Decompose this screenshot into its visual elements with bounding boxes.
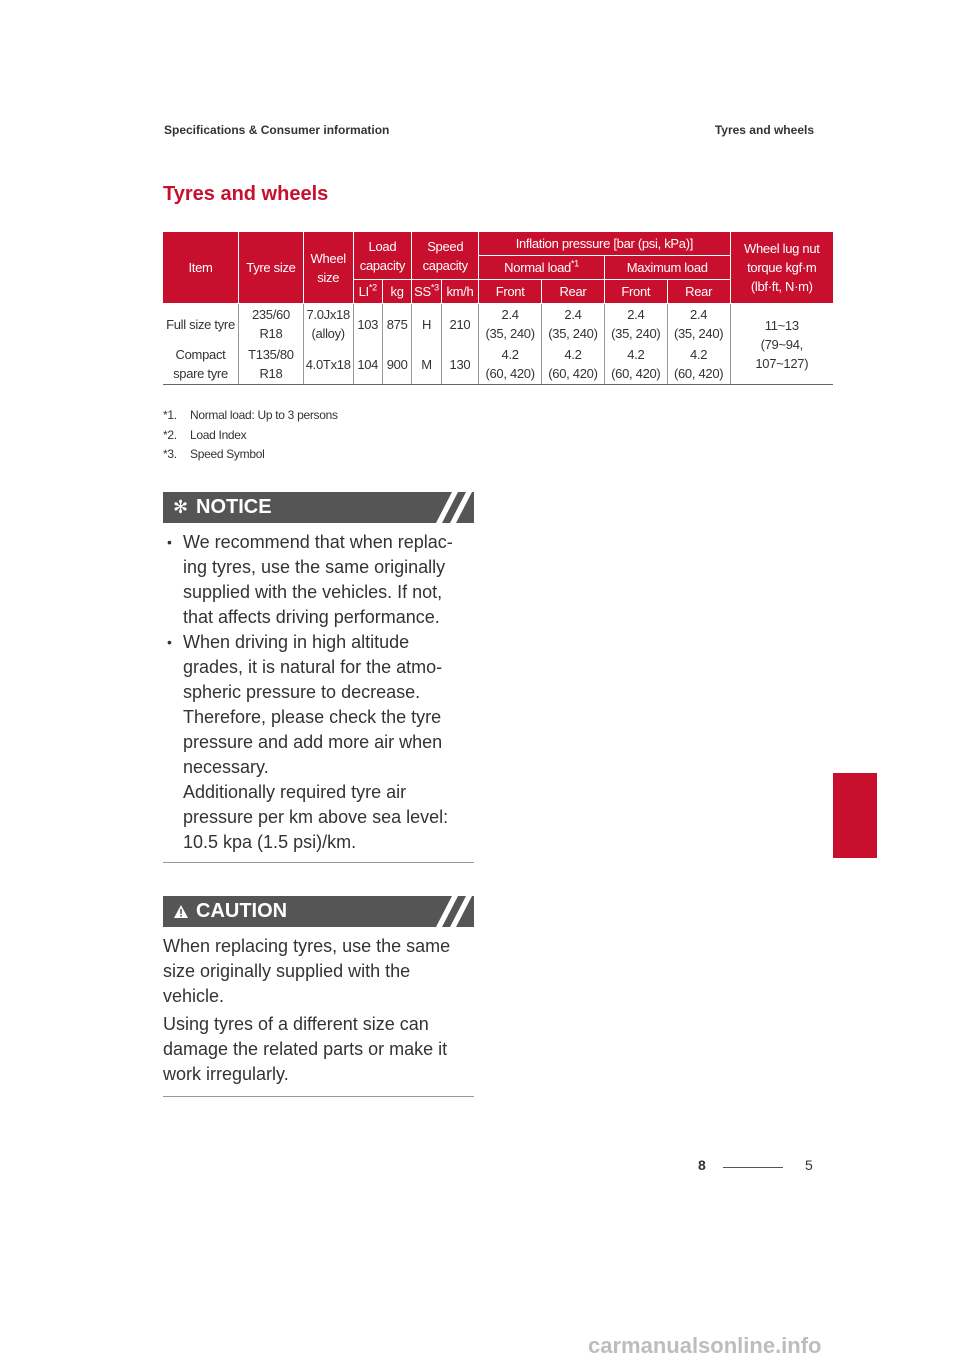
cell-wheel-size: 4.0Tx18: [303, 344, 353, 385]
cell-max-rear: 4.2 (60, 420): [667, 344, 730, 385]
list-item: • When driving in high altitude grades, it is natural for the atmo-spheric pressure to decrease. Therefore, please check the tyre pressure and add more air when necessary. Additionally required tyre air pressure per km above sea level: 10.5 kpa (1.5 psi)/km.: [163, 630, 474, 855]
cell-tyre-size: T135/80 R18: [239, 344, 304, 385]
cell-li: 103: [353, 304, 382, 345]
page-number-divider: [723, 1167, 783, 1168]
header-normal-front: Front: [479, 280, 542, 304]
caution-header: [163, 896, 474, 927]
chapter-side-number: 8: [842, 836, 851, 853]
cell-item: Full size tyre: [163, 304, 239, 345]
cell-kg: 875: [382, 304, 411, 345]
caution-paragraph: When replacing tyres, use the same size originally supplied with the vehicle.: [163, 936, 451, 1006]
notice-header: [163, 492, 474, 523]
tyre-spec-table: [163, 231, 833, 385]
header-max-front: Front: [604, 280, 667, 304]
cell-li: 104: [353, 344, 382, 385]
cell-kmh: 210: [441, 304, 479, 345]
running-header-section: Specifications & Consumer information: [164, 123, 390, 137]
asterisk-icon: ✻: [173, 497, 189, 517]
cell-wheel-size: 7.0Jx18 (alloy): [303, 304, 353, 345]
warning-triangle-icon: [173, 904, 189, 919]
header-ss: SS$^{*3}$: [412, 280, 441, 304]
caution-paragraph: Using tyres of a different size can damage the related parts or make it work irregularly.: [163, 1014, 448, 1084]
cell-tyre-size: 235/60 R18: [239, 304, 304, 345]
header-inflation-pressure: Inflation pressure [bar (psi, kPa)]: [479, 232, 730, 256]
page-chapter-number: 8: [698, 1157, 706, 1173]
header-maximum-load: Maximum load: [604, 256, 730, 280]
header-normal-load: Normal load$^{*1}$: [479, 256, 605, 280]
header-speed-capacity: Speed capacity: [412, 232, 479, 280]
footnote: *3. Speed Symbol: [163, 447, 265, 461]
cell-normal-front: 2.4 (35, 240): [479, 304, 542, 345]
stripes-icon: [424, 896, 474, 927]
stripes-icon: [424, 492, 474, 523]
header-kmh: km/h: [441, 280, 479, 304]
notice-title: NOTICE: [196, 496, 272, 518]
notice-extra-text: Additionally required tyre air pressure per km above sea level: 10.5 kpa (1.5 psi)/km.: [183, 782, 449, 852]
header-kg: kg: [382, 280, 411, 304]
page-number: 5: [805, 1157, 813, 1173]
cell-ss: H: [412, 304, 441, 345]
divider: [163, 862, 474, 863]
cell-max-front: 2.4 (35, 240): [604, 304, 667, 345]
header-item: Item: [163, 232, 239, 304]
cell-max-rear: 2.4 (35, 240): [667, 304, 730, 345]
cell-ss: M: [412, 344, 441, 385]
footnotes: [163, 406, 338, 465]
page-title: Tyres and wheels: [163, 183, 329, 205]
cell-normal-rear: 2.4 (35, 240): [542, 304, 605, 345]
chapter-side-tab: [833, 773, 877, 858]
running-header-topic: Tyres and wheels: [714, 123, 814, 137]
notice-list: [163, 530, 474, 855]
cell-max-front: 4.2 (60, 420): [604, 344, 667, 385]
cell-kg: 900: [382, 344, 411, 385]
caution-body: [163, 934, 474, 1090]
header-tyre-size: Tyre size: [239, 232, 304, 304]
header-max-rear: Rear: [667, 280, 730, 304]
header-li: LI$^{*2}$: [353, 280, 382, 304]
cell-kmh: 130: [441, 344, 479, 385]
header-lug-nut-torque: Wheel lug nut torque kgf·m (lbf·ft, N·m): [730, 232, 833, 304]
cell-normal-front: 4.2 (60, 420): [479, 344, 542, 385]
header-load-capacity: Load capacity: [353, 232, 412, 280]
header-wheel-size: Wheel size: [303, 232, 353, 304]
cell-item: Compact spare tyre: [163, 344, 239, 385]
header-normal-rear: Rear: [542, 280, 605, 304]
watermark: carmanualsonline.info: [588, 1333, 822, 1358]
cell-normal-rear: 4.2 (60, 420): [542, 344, 605, 385]
footnote: *1. Normal load: Up to 3 persons: [163, 408, 338, 422]
list-item: • We recommend that when replac-ing tyres, use the same originally supplied with the vehicles. If not, that affects driving performance.: [163, 530, 474, 630]
table-row: [163, 304, 833, 345]
caution-title: CAUTION: [196, 900, 288, 922]
footnote: *2. Load Index: [163, 427, 247, 442]
divider: [163, 1096, 474, 1097]
cell-lug-nut-torque: 11~13 (79~94, 107~127): [730, 304, 833, 385]
